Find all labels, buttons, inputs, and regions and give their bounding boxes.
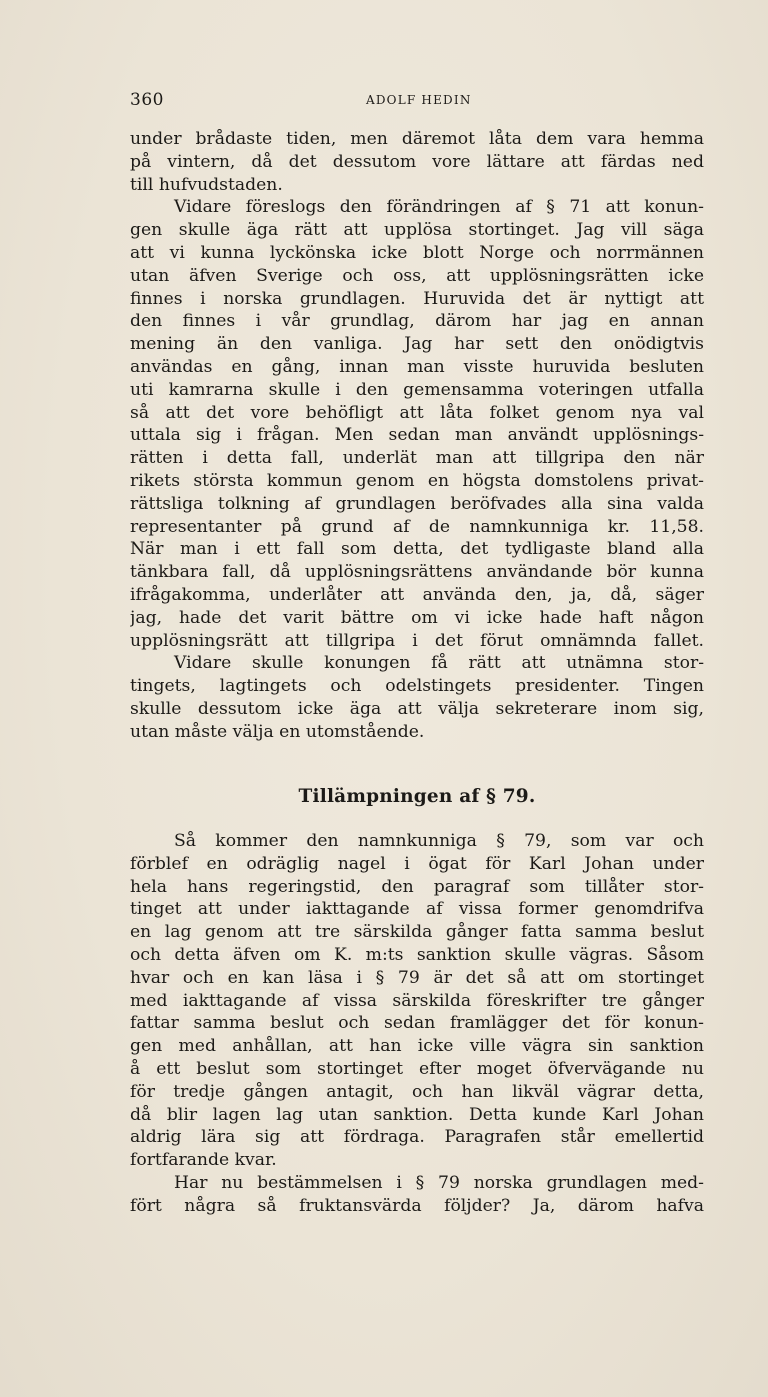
text-line: rätten i detta fall, underlät man att tillgripa den när — [130, 448, 704, 469]
text-line: gen med anhållan, att han icke ville vägra sin sanktion — [130, 1036, 704, 1057]
text-line: hvar och en kan läsa i § 79 är det så att om stortinget — [130, 967, 704, 988]
text-line: aldrig lära sig att fördraga. Paragrafen står emellertid — [130, 1127, 704, 1148]
text-line: När man i ett fall som detta, det tydligaste bland alla — [130, 539, 704, 560]
text-line: rikets största kommun genom en högsta domstolens privat- — [130, 470, 704, 491]
text-line: på vintern, då det dessutom vore lättare att färdas ned — [130, 151, 704, 172]
text-line: gen skulle äga rätt att upplösa stortinget. Jag vill säga — [130, 220, 704, 241]
text-line: en lag genom att tre särskilda gånger fatta samma beslut — [130, 922, 704, 943]
page-number: 360 — [130, 90, 164, 110]
text-line: rättsliga tolkning af grundlagen beröfvades alla sina valda — [130, 493, 704, 514]
text-line: och detta äfven om K. m:ts sanktion skulle vägras. Såsom — [130, 944, 704, 965]
body-text-lower — [130, 830, 704, 1218]
text-line: fattar samma beslut och sedan framlägger det för konun- — [130, 1013, 704, 1034]
text-line: jag, hade det varit bättre om vi icke hade haft någon — [130, 607, 704, 628]
text-line: å ett beslut som stortinget efter moget öfvervägande nu — [130, 1058, 704, 1079]
text-line: att vi kunna lyckönska icke blott Norge och norrmännen — [130, 242, 704, 263]
text-line: mening än den vanliga. Jag har sett den onödigtvis — [130, 334, 704, 355]
section-heading: Tillämpningen af § 79. — [298, 786, 536, 807]
text-line: fört några så fruktansvärda följder? Ja, därom hafva — [130, 1195, 704, 1216]
text-line: representanter på grund af de namnkunniga kr. 11,58. — [130, 516, 704, 537]
text-line: förblef en odräglig nagel i ögat för Karl Johan under — [130, 853, 704, 874]
text-line: tinget att under iakttagande af vissa former genomdrifva — [130, 899, 704, 920]
text-line: uttala sig i frågan. Men sedan man användt upplösnings- — [130, 425, 704, 446]
text-line: då blir lagen lag utan sanktion. Detta kunde Karl Johan — [130, 1104, 704, 1125]
text-line: Har nu bestämmelsen i § 79 norska grundlagen med- — [174, 1172, 704, 1193]
text-line: utan äfven Sverige och oss, att upplösningsrätten icke — [130, 265, 704, 286]
text-line: användas en gång, innan man visste huruvida besluten — [130, 356, 704, 377]
text-line: fortfarande kvar. — [130, 1150, 277, 1171]
text-line: hela hans regeringstid, den paragraf som tillåter stor- — [130, 876, 704, 897]
text-line: med iakttagande af vissa särskilda föreskrifter tre gånger — [130, 990, 704, 1011]
text-line: under brådaste tiden, men däremot låta dem vara hemma — [130, 129, 704, 149]
text-line: tingets, lagtingets och odelstingets presidenter. Tingen — [130, 676, 704, 697]
text-line: så att det vore behöfligt att låta folket genom nya val — [130, 402, 704, 423]
text-line: den finnes i vår grundlag, därom har jag en annan — [130, 311, 704, 332]
text-line: till hufvudstaden. — [130, 174, 283, 195]
body-text-upper — [130, 128, 704, 744]
text-line: skulle dessutom icke äga att välja sekreterare inom sig, — [130, 698, 704, 719]
text-line: utan måste välja en utomstående. — [130, 721, 425, 742]
text-line: Vidare föreslogs den förändringen af § 71 att konun- — [174, 197, 704, 218]
running-head: ADOLF HEDIN — [366, 93, 472, 107]
text-line: uti kamrarna skulle i den gemensamma voteringen utfalla — [130, 379, 704, 400]
text-line: ifrågakomma, underlåter att använda den, ja, då, säger — [130, 584, 704, 605]
text-line: för tredje gången antagit, och han likväl vägrar detta, — [130, 1081, 704, 1102]
text-line: tänkbara fall, då upplösningsrättens användande bör kunna — [130, 562, 704, 583]
text-line: Vidare skulle konungen få rätt att utnämna stor- — [174, 653, 704, 674]
text-line: Så kommer den namnkunniga § 79, som var och — [174, 831, 704, 851]
text-line: upplösningsrätt att tillgripa i det förut omnämnda fallet. — [130, 630, 704, 651]
page-header — [130, 90, 704, 110]
text-line: finnes i norska grundlagen. Huruvida det är nyttigt att — [130, 288, 704, 309]
